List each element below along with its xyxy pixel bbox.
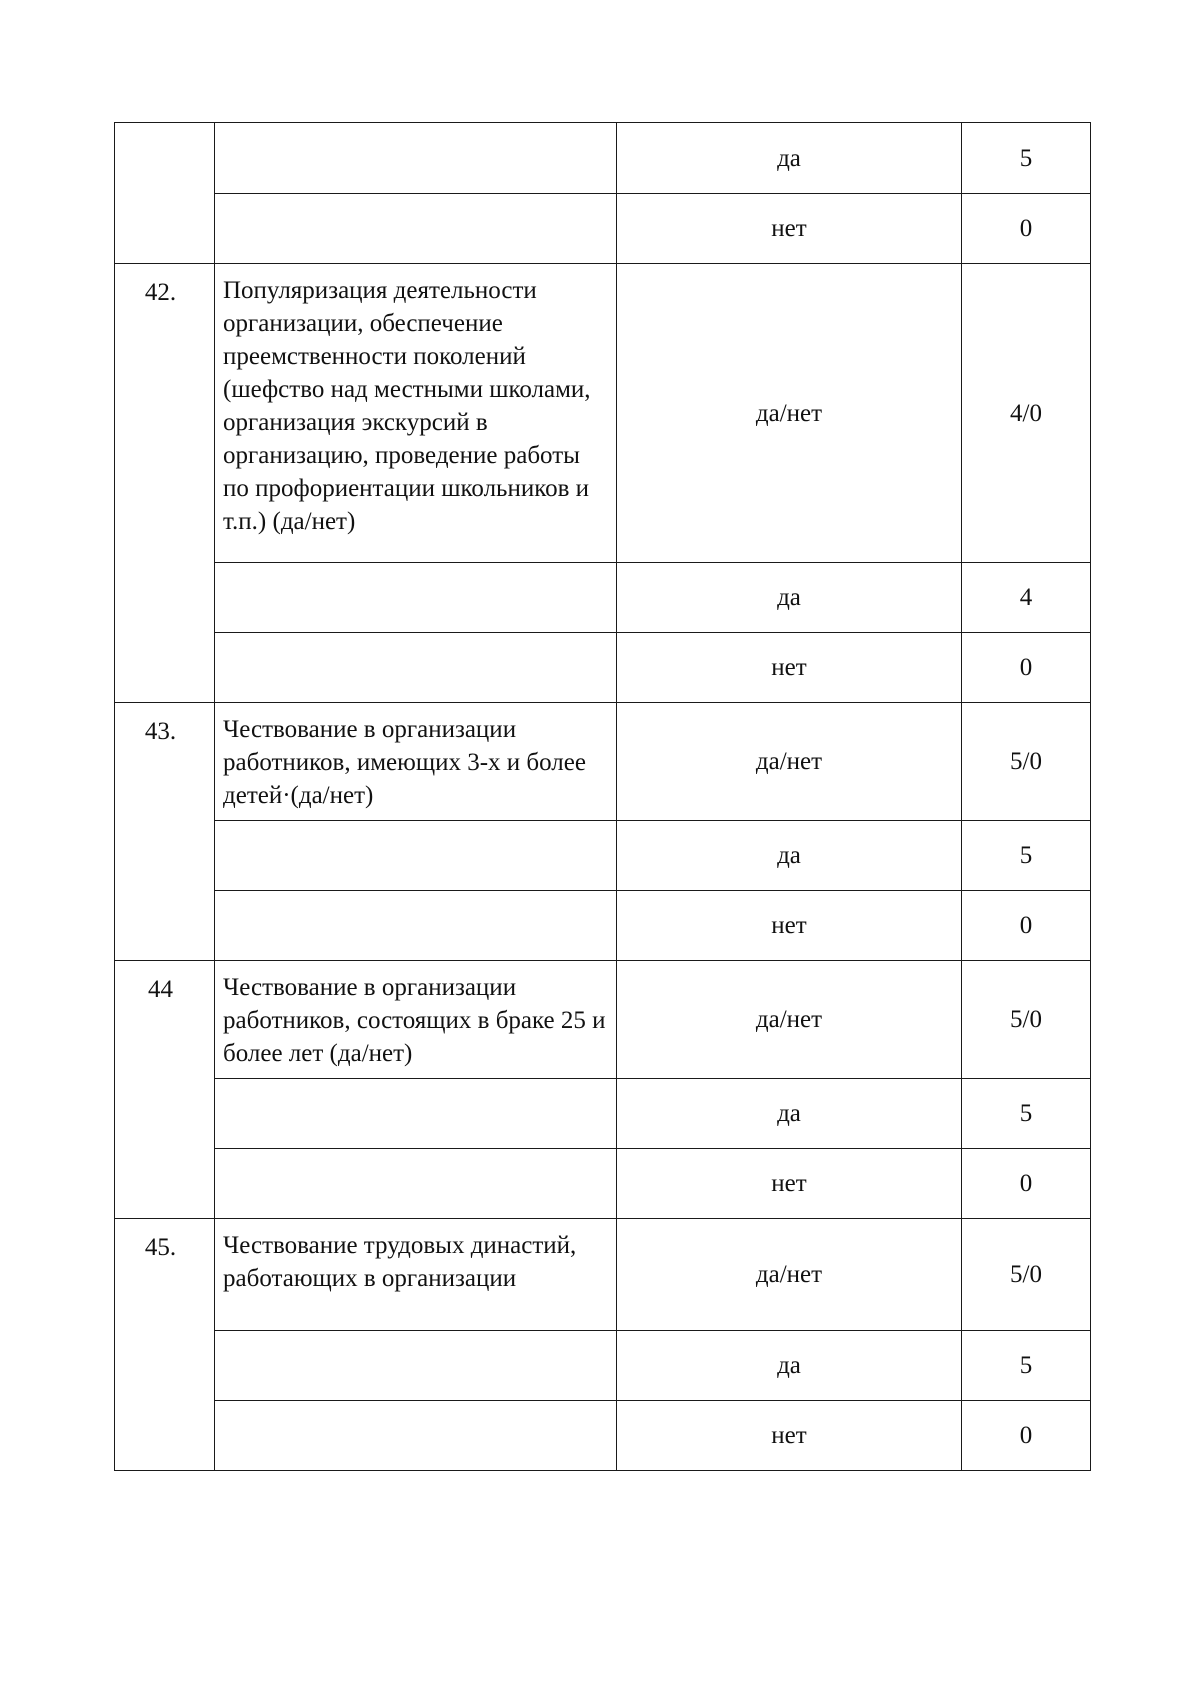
answer-cell: да (617, 123, 962, 194)
points-cell: 5/0 (962, 703, 1091, 821)
points-cell: 5 (962, 123, 1091, 194)
item-number: 42. (144, 279, 177, 306)
description-cell: Чествование в организации работников, имеющих 3-х и более детей·(да/нет) (215, 703, 617, 821)
description-cell (215, 563, 617, 633)
points-cell: 4 (962, 563, 1091, 633)
description-cell (215, 891, 617, 961)
table-row (115, 563, 1091, 633)
description-cell: Чествование в организации работников, состоящих в браке 25 и более лет (да/нет) (215, 961, 617, 1079)
answer-cell: нет (617, 194, 962, 264)
number-cell (115, 123, 215, 264)
table-row (115, 633, 1091, 703)
table-row (115, 194, 1091, 264)
answer-cell: да/нет (617, 264, 962, 563)
number-cell (115, 703, 215, 961)
item-number: 44 (148, 976, 173, 1003)
table-row (115, 1331, 1091, 1401)
points-cell: 5 (962, 1331, 1091, 1401)
item-number: 45. (144, 1234, 177, 1261)
description-cell (215, 1331, 617, 1401)
answer-cell: нет (617, 891, 962, 961)
item-number: 43. (144, 718, 177, 745)
points-cell: 5/0 (962, 961, 1091, 1079)
number-cell (115, 264, 215, 703)
description-cell (215, 633, 617, 703)
table-row (115, 1149, 1091, 1219)
answer-cell: да/нет (617, 1219, 962, 1331)
description-cell (215, 821, 617, 891)
table-row (115, 1079, 1091, 1149)
points-cell: 4/0 (962, 264, 1091, 563)
description-cell: Чествование трудовых династий, работающих в организации (215, 1219, 617, 1331)
answer-cell: да/нет (617, 961, 962, 1079)
points-cell: 5/0 (962, 1219, 1091, 1331)
table-row (115, 123, 1091, 194)
table-row (115, 703, 1091, 821)
answer-cell: да (617, 1331, 962, 1401)
answer-cell: да (617, 1079, 962, 1149)
number-cell (115, 1219, 215, 1471)
answer-cell: да (617, 821, 962, 891)
number-cell (115, 961, 215, 1219)
table-row (115, 1219, 1091, 1331)
answer-cell: нет (617, 1401, 962, 1471)
table-row (115, 891, 1091, 961)
points-cell: 0 (962, 1149, 1091, 1219)
description-cell (215, 123, 617, 194)
answer-cell: да/нет (617, 703, 962, 821)
description-cell (215, 1079, 617, 1149)
table-row (115, 961, 1091, 1079)
description-cell (215, 194, 617, 264)
answer-cell: да (617, 563, 962, 633)
points-cell: 5 (962, 821, 1091, 891)
description-cell: Популяризация деятельности организации, обеспечение преемственности поколений (шефство над местными школами, организация экскурсий в организацию, проведение работы по профориентации школьников и т.п.) (да/нет) (215, 264, 617, 563)
points-cell: 0 (962, 1401, 1091, 1471)
answer-cell: нет (617, 1149, 962, 1219)
answer-cell: нет (617, 633, 962, 703)
table-row (115, 821, 1091, 891)
criteria-table (114, 122, 1091, 1471)
points-cell: 0 (962, 194, 1091, 264)
table-row (115, 1401, 1091, 1471)
description-cell (215, 1149, 617, 1219)
description-cell (215, 1401, 617, 1471)
points-cell: 0 (962, 891, 1091, 961)
table-row (115, 264, 1091, 563)
points-cell: 0 (962, 633, 1091, 703)
points-cell: 5 (962, 1079, 1091, 1149)
